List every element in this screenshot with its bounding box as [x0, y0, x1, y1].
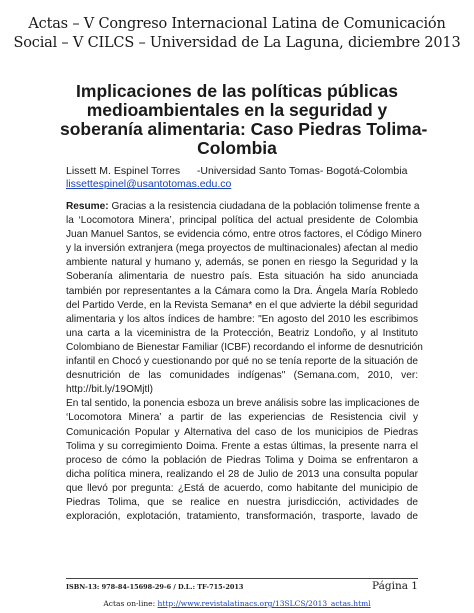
title-line: medioambientales en la seguridad y — [86, 100, 388, 120]
body-line: ‘Locomotora Minera’ a partir de las experiencias de Resistencia civil y — [66, 412, 418, 424]
author-affiliation: -Universidad Santo Tomas- Bogotá-Colombia — [196, 165, 408, 177]
body-line: exploración, explotación, tratamiento, transformación, trasporte, lavado de — [66, 511, 418, 523]
body-line: Colombiano de Bienestar Familiar (ICBF) recordando el informe de desnutrición — [66, 341, 423, 353]
body-line: Comunicación Popular y Alternativa del caso de los municipios de Piedras — [66, 426, 418, 438]
body-line: Tolima y su corregimiento Doima. Frente a estas últimas, la presente narra el — [66, 440, 418, 452]
body-line: una carta a la viceministra de la Protección, Beatriz Londoño, y al Instituto — [66, 327, 418, 339]
footer-divider — [66, 578, 418, 579]
resumen-label: Resume: — [66, 201, 109, 212]
online-label: Actas on-line: — [103, 599, 156, 608]
body-line: la ‘Locomotora Minera’, principal política del actual presidente de Colombia — [66, 215, 418, 227]
body-line: dicha política minera, realizando el 28 de Julio de 2013 una consulta popular — [66, 468, 418, 480]
body-line: que llevó por pregunta: ¿Está de acuerdo, como habitante del municipio de — [66, 482, 418, 494]
author-block — [66, 165, 416, 191]
body-line: Piedras Tolima, que se realice en nuestra jurisdicción, actividades de — [66, 496, 418, 508]
body-line: proceso de cómo la población de Piedras Tolima y Doima se enfrentaron a — [66, 454, 418, 466]
body-line: Soberanía alimentaria de nuestro país. Esta situación ha sido anunciada — [66, 271, 418, 283]
title-line: Colombia — [197, 138, 277, 158]
body-line: desnutrición de las comunidades indígenas" (Semana.com, 2010, ver: — [66, 370, 418, 382]
running-header-line-2: Social – V CILCS – Universidad de La Laguna, diciembre 2013 — [13, 35, 461, 51]
online-actas-link[interactable]: http://www.revistalatinacs.org/13SLCS/2013_actas.html — [157, 599, 371, 608]
page-number: Página 1 — [372, 580, 418, 592]
body-line: Juan Manuel Santos, se evidencia cómo, entre otros factores, el Código Minero — [66, 229, 422, 241]
abstract-first-line: Resume: Gracias a la resistencia ciudadana de la población tolimense frente a — [66, 201, 420, 212]
isbn-footer: ISBN-13: 978-84-15698-29-6 / D.L.: TF-715-2013 — [66, 583, 244, 591]
body-line: también por representantes a la Cámara como la Dra. Ángela María Robledo — [66, 285, 418, 297]
body-line: infantil en Chocó y cuestionando por qué no se tenía reporte de la situación de — [66, 356, 418, 368]
author-name: Lissett M. Espinel Torres — [66, 165, 181, 177]
running-header-line-1: Actas – V Congreso Internacional Latina de Comunicación — [28, 16, 446, 32]
title-line: Implicaciones de las políticas públicas — [76, 81, 398, 101]
body-line: ambiente natural y humano y, además, se ponen en riesgo la Seguridad y la — [66, 257, 418, 269]
body-line: del Partido Verde, en la Revista Semana* en el que advierte la débil seguridad — [66, 299, 418, 311]
online-actas-line — [0, 599, 474, 608]
abstract-body — [66, 200, 423, 524]
body-line: alimentaria y los altos índices de hambre: "En agosto del 2010 les escribimos — [66, 313, 418, 325]
body-line-link: http://bit.ly/19OMjtl) — [66, 384, 153, 396]
paper-title — [60, 81, 428, 158]
body-line: y la inversión extranjera (mega proyectos de multinacionales) afectan al medio — [66, 243, 418, 255]
author-email-link[interactable]: lissettespinel@usantotomas.edu.co — [66, 178, 232, 190]
title-line: soberanía alimentaria: Caso Piedras Tolima- — [60, 119, 428, 139]
body-line: En tal sentido, la ponencia esboza un breve análisis sobre las implicaciones de — [66, 398, 420, 410]
